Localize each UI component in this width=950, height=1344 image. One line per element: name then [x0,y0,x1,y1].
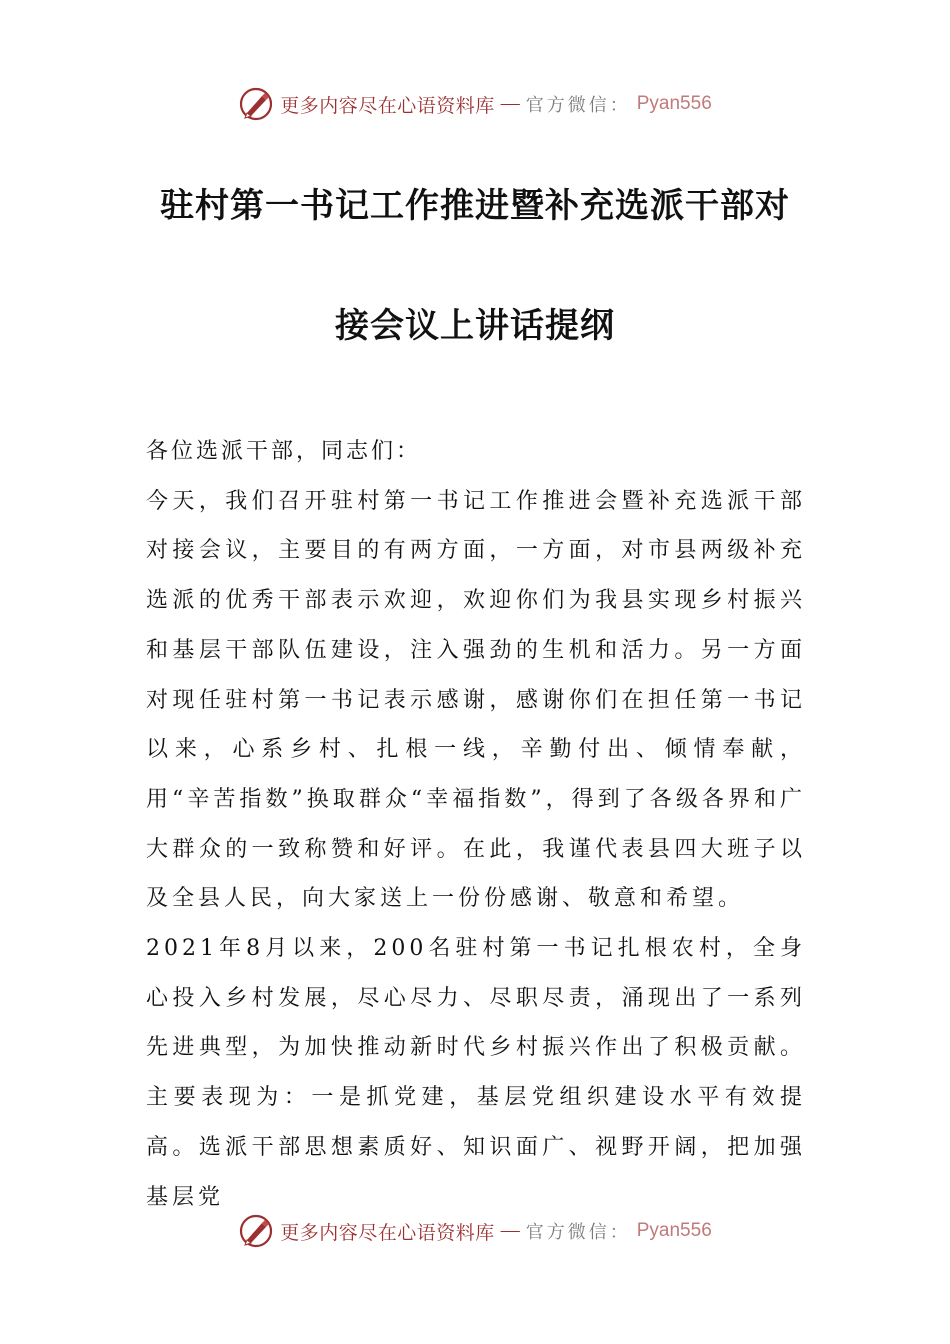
watermark-dash: — [500,93,520,114]
document-title-line-1: 驻村第一书记工作推进暨补充选派干部对 [160,186,790,226]
paragraph-2: 2021年8月以来，200名驻村第一书记扎根农村，全身心投入乡村发展，尽心尽力、尽职尽责，涌现出了一系列先进典型，为加快推动新时代乡村振兴作出了积极贡献。主要表现为：一是抓党建，基层党组织建设水平有效提高。选派干部思想素质好、知识面广、视野开阔，把加强基层党 [146,936,806,1210]
salutation: 各位选派干部，同志们： [146,439,422,464]
paragraph-1: 今天，我们召开驻村第一书记工作推进会暨补充选派干部对接会议，主要目的有两方面，一方面，对市县两级补充选派的优秀干部表示欢迎，欢迎你们为我县实现乡村振兴和基层干部队伍建设，注入强劲的生机和活力。另一方面对现任驻村第一书记表示感谢，感谢你们在担任第一书记以来，心系乡村、扎根一线，辛勤付出、倾情奉献，用“辛苦指数”换取群众“幸福指数”，得到了各级各界和广大群众的一致称赞和好评。在此，我谨代表县四大班子以及全县人民，向大家送上一份份感谢、敬意和希望。 [146,488,806,912]
watermark-contact-id: Pyan556 [636,1220,712,1241]
watermark-main-text: 更多内容尽在心语资料库 [280,94,495,117]
pen-logo-icon [238,1213,274,1249]
pen-logo-icon [238,86,274,122]
watermark-contact-label: 官方微信： [525,95,631,116]
watermark-contact-id: Pyan556 [636,93,712,114]
watermark-banner-bottom [0,1211,950,1251]
document-body [146,427,806,1222]
watermark-contact-label: 官方微信： [525,1222,631,1243]
watermark-banner-top [0,84,950,124]
document-title-line-2: 接会议上讲话提纲 [335,306,615,346]
watermark-dash: — [500,1220,520,1241]
watermark-main-text: 更多内容尽在心语资料库 [280,1221,495,1244]
